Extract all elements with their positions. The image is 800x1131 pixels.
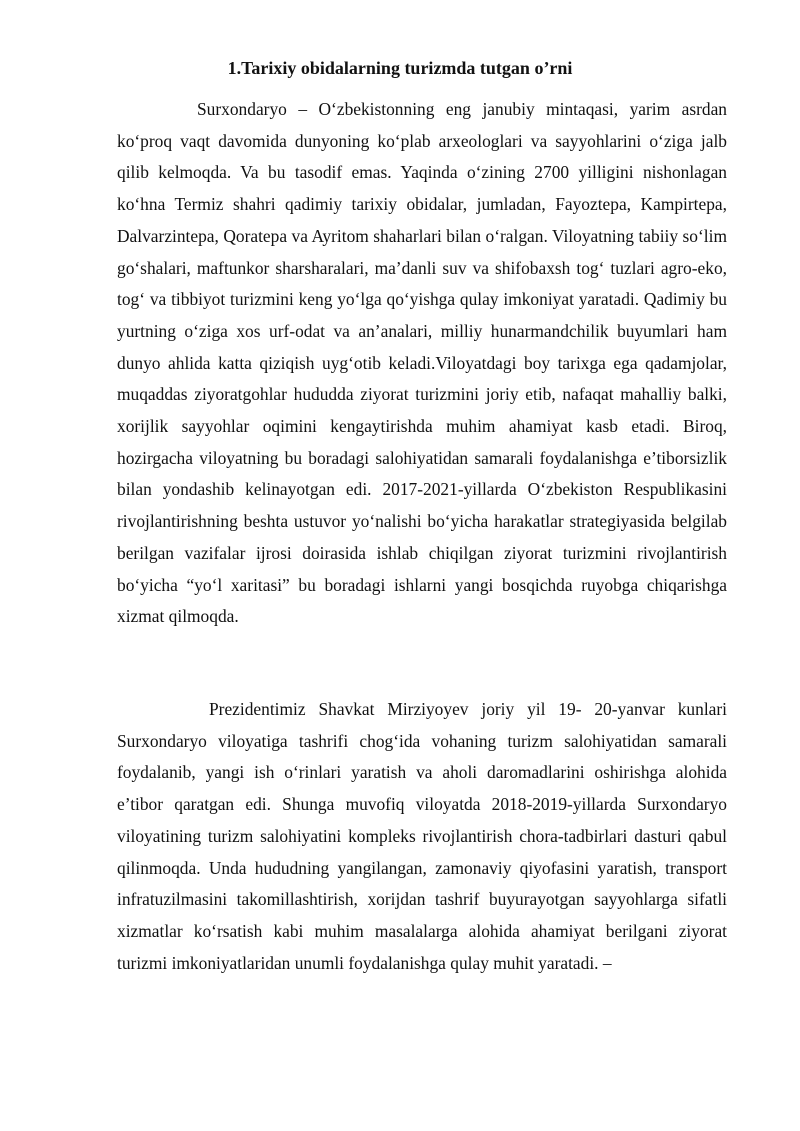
document-title: 1.Tarixiy obidalarning turizmda tutgan o’rni — [227, 58, 573, 78]
paragraph-2: Prezidentimiz Shavkat Mirziyoyev joriy yil 19- 20-yanvar kunlari Surxondaryo viloyatiga tashrifi chog‘ida vohaning turizm salohiyatidan samarali foydalanib, yangi ish o‘rinlari yaratish va aholi daromadlarini oshirishga alohida e’tibor qaratgan edi. Shunga muvofiq viloyatda 2018-2019-yillarda Surxondaryo viloyatining turizm salohiyatini kompleks rivojlantirish chora-tadbirlari dasturi qabul qilinmoqda. Unda hududning yangilangan, zamonaviy qiyofasini yaratish, transport infratuzilmasini takomillashtirish, xorijdan tashrif buyurayotgan sayyohlarga sifatli xizmatlar ko‘rsatish kabi muhim masalalarga alohida ahamiyat berilgani ziyorat turizmi imkoniyatlaridan unumli foydalanishga qulay muhit yaratadi. – — [117, 699, 727, 973]
paragraph-1: Surxondaryo – O‘zbekistonning eng janubiy mintaqasi, yarim asrdan ko‘proq vaqt davomida dunyoning ko‘plab arxeologlari va sayyohlarini o‘ziga jalb qilib kelmoqda. Va bu tasodif emas. Yaqinda o‘zining 2700 yilligini nishonlagan ko‘hna Termiz shahri qadimiy tarixiy obidalar, jumladan, Fayoztepa, Kampirtepa, Dalvarzintepa, Qoratepa va Ayritom shaharlari bilan o‘ralgan. Viloyatning tabiiy so‘lim go‘shalari, maftunkor sharsharalari, ma’danli suv va shifobaxsh tog‘ tuzlari agro-eko, tog‘ va tibbiyot turizmini keng yo‘lga qo‘yishga qulay imkoniyat yaratadi. Qadimiy bu yurtning o‘ziga xos urf-odat va an’analari, milliy hunarmandchilik buyumlari ham dunyo ahlida katta qiziqish uyg‘otib keladi.Viloyatdagi boy tarixga ega qadamjolar, muqaddas ziyoratgohlar hududda ziyorat turizmini joriy etib, nafaqat mahalliy balki, xorijlik sayyohlar oqimini kengaytirishda muhim ahamiyat kasb etadi. Biroq, hozirgacha viloyatning bu boradagi salohiyatidan samarali foydalanishga e’tiborsizlik bilan yondashib kelinayotgan edi. 2017-2021-yillarda O‘zbekiston Respublikasini rivojlantirishning beshta ustuvor yo‘nalishi bo‘yicha harakatlar strategiyasida belgilab berilgan vazifalar ijrosi doirasida ishlab chiqilgan ziyorat turizmini rivojlantirish bo‘yicha “yo‘l xaritasi” bu boradagi ishlarni yangi bosqichda ruyobga chiqarishga xizmat qilmoqda. — [117, 99, 727, 627]
